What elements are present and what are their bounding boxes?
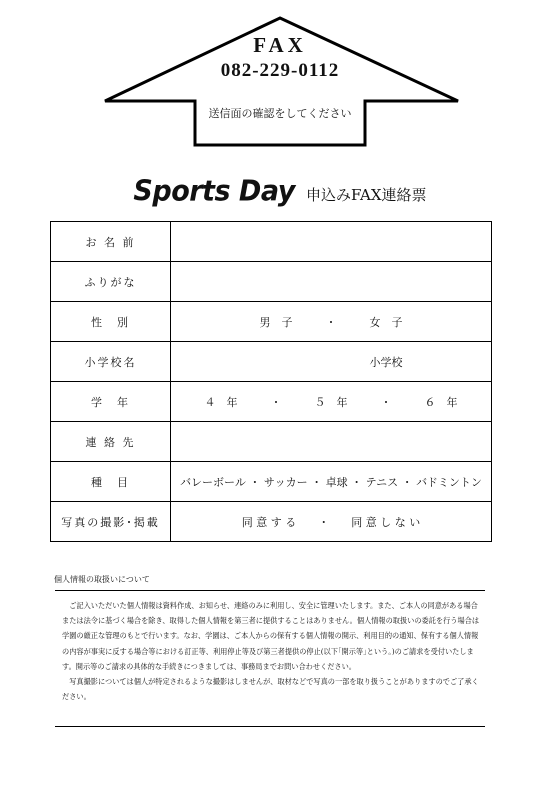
- form-row-event: [51, 462, 492, 502]
- event-label: 種 目: [51, 462, 171, 502]
- form-row-furigana: [51, 262, 492, 302]
- privacy-heading: 個人情報の取扱いについて: [54, 575, 150, 584]
- form-row-gender: [51, 302, 492, 342]
- fax-note: 送信面の確認をしてください: [208, 107, 352, 120]
- grade-label: 学 年: [51, 382, 171, 422]
- grade-options[interactable]: ４ 年 ・ ５ 年 ・ ６ 年: [171, 382, 492, 422]
- school-label: 小学校名: [51, 342, 171, 382]
- event-options[interactable]: バレーボール ・ サッカー ・ 卓球 ・ テニス ・ バドミントン: [171, 462, 492, 502]
- form-row-name: [51, 222, 492, 262]
- name-field[interactable]: [171, 222, 492, 262]
- application-form: [50, 221, 492, 542]
- photo-paragraph: 写真撮影については個人が特定されるような撮影はしませんが、取材などで写真の一部を取り扱うことがありますのでご了承ください。: [62, 677, 479, 702]
- name-label: お 名 前: [51, 222, 171, 262]
- form-row-grade: [51, 382, 492, 422]
- form-subtitle: 申込みFAX連絡票: [305, 186, 427, 204]
- fax-number: 082-229-0112: [220, 60, 340, 81]
- photo-consent-label: 写真の撮影･掲載: [51, 502, 171, 542]
- contact-label: 連 絡 先: [51, 422, 171, 462]
- gender-label: 性 別: [51, 302, 171, 342]
- furigana-label: ふりがな: [51, 262, 171, 302]
- photo-consent-options[interactable]: 同 意 す る ・ 同 意 し な い: [171, 502, 492, 542]
- brand-title: Sports Day: [133, 175, 295, 208]
- fax-title: FAX: [253, 33, 307, 57]
- privacy-top-rule: [55, 590, 485, 591]
- form-row-photo-consent: [51, 502, 492, 542]
- privacy-text: [62, 598, 480, 704]
- contact-field[interactable]: [171, 422, 492, 462]
- page-heading: [0, 176, 560, 207]
- form-row-school: [51, 342, 492, 382]
- furigana-field[interactable]: [171, 262, 492, 302]
- gender-options[interactable]: 男 子 ・ 女 子: [171, 302, 492, 342]
- privacy-paragraph: ご記入いただいた個人情報は資料作成、お知らせ、連絡のみに利用し、安全に管理いたします。また、ご本人の同意がある場合または法令に基づく場合を除き、取得した個人情報を第三者に提供することはありません。個人情報の取扱いの委託を行う場合は学園の厳正な管理のもとで行います。なお、学園は、ご本人からの保有する個人情報の開示、利用目的の通知、保有する個人情報の内容が事実に反する場合等における訂正等、利用停止等及び第三者提供の停止(以下｢開示等｣という。)のご請求を受付いたします。開示等のご請求の具体的な手続きにつきましては、事務局までお問い合わせください。: [62, 601, 480, 671]
- school-field[interactable]: 小学校: [171, 342, 492, 382]
- form-row-contact: [51, 422, 492, 462]
- privacy-bottom-rule: [55, 726, 485, 727]
